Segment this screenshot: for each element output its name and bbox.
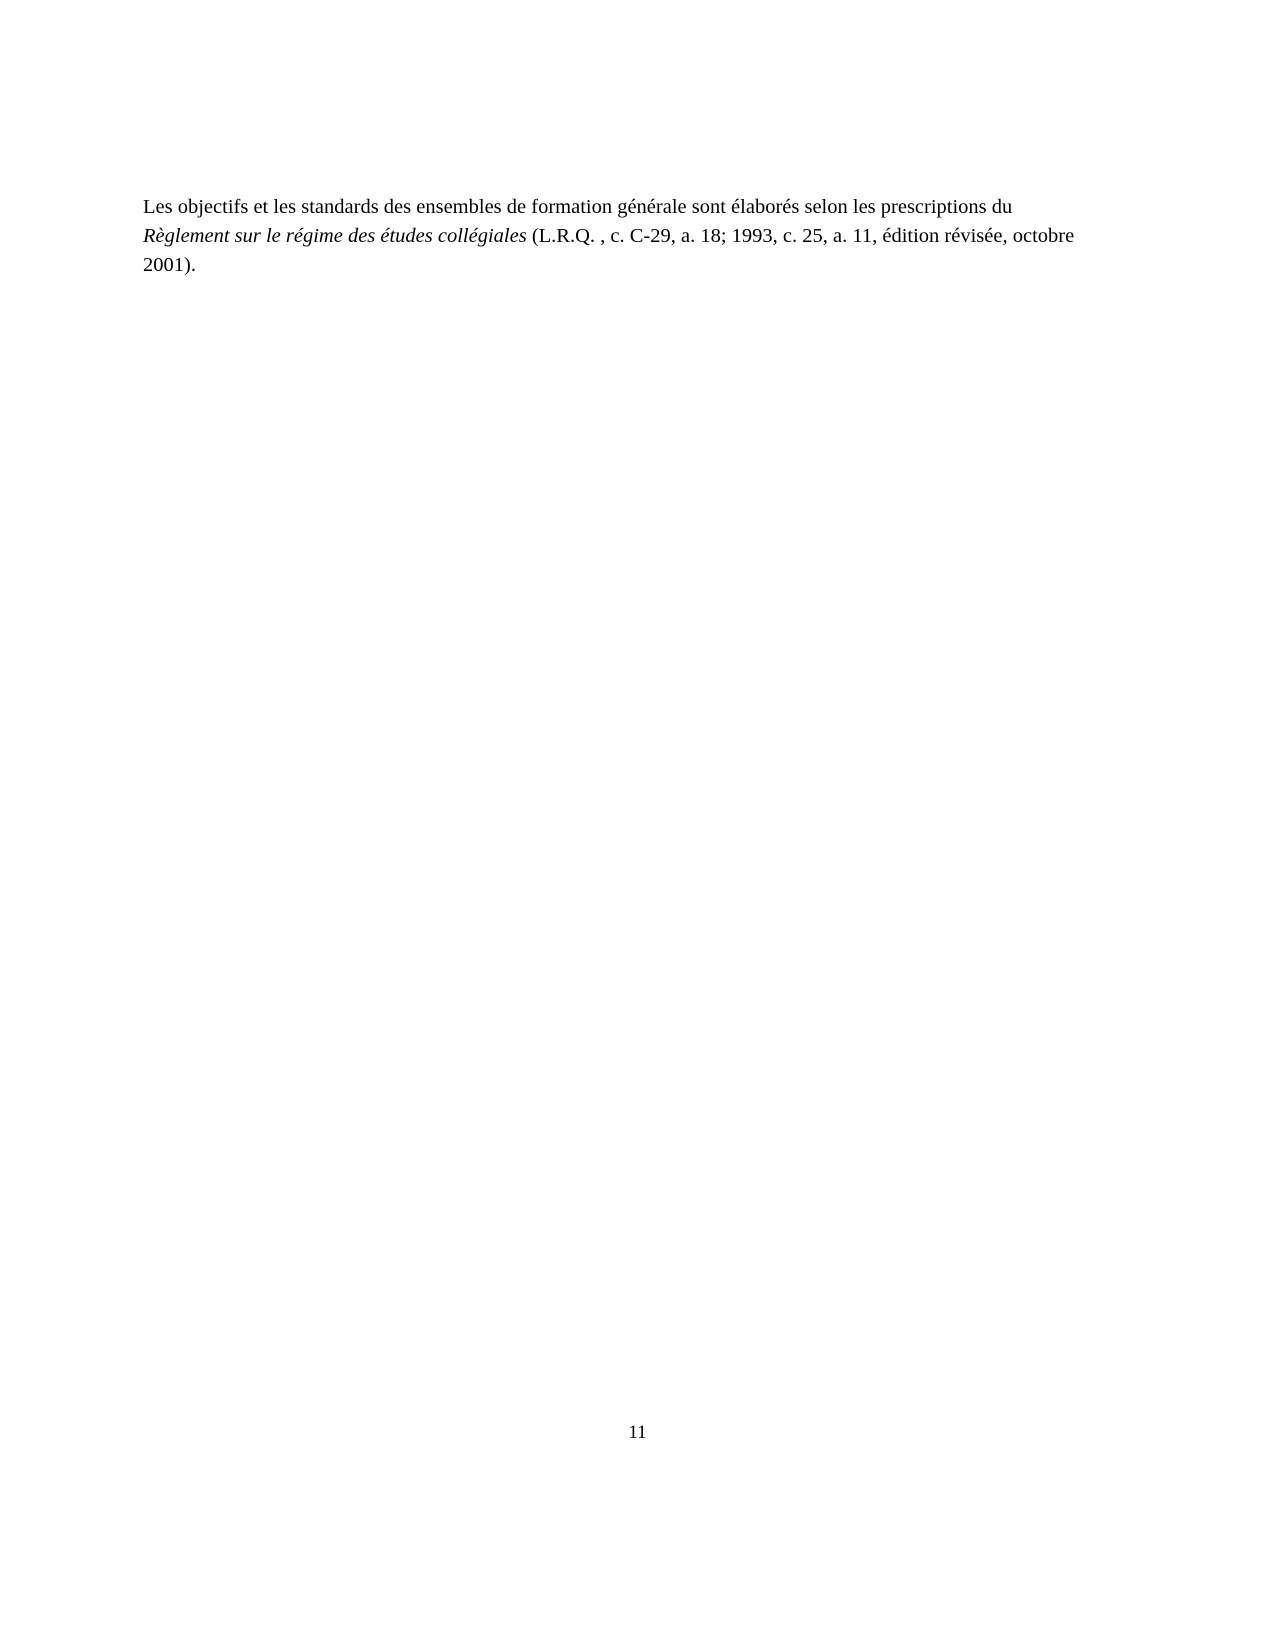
body-paragraph [143,193,1078,280]
paragraph-segment-3: (L.R.Q. , c. C-29, a. 18; 1993, c. 25, a. 11, édition révisée, octobre 2001). [143,224,1075,276]
page-number: 11 [628,1422,647,1443]
paragraph-segment-1: Les objectifs et les standards des ensembles de formation générale sont élaborés selon les prescriptions du [143,195,1013,218]
paragraph-segment-italic-regulation-title: Règlement sur le régime des études collégiales [143,224,527,247]
